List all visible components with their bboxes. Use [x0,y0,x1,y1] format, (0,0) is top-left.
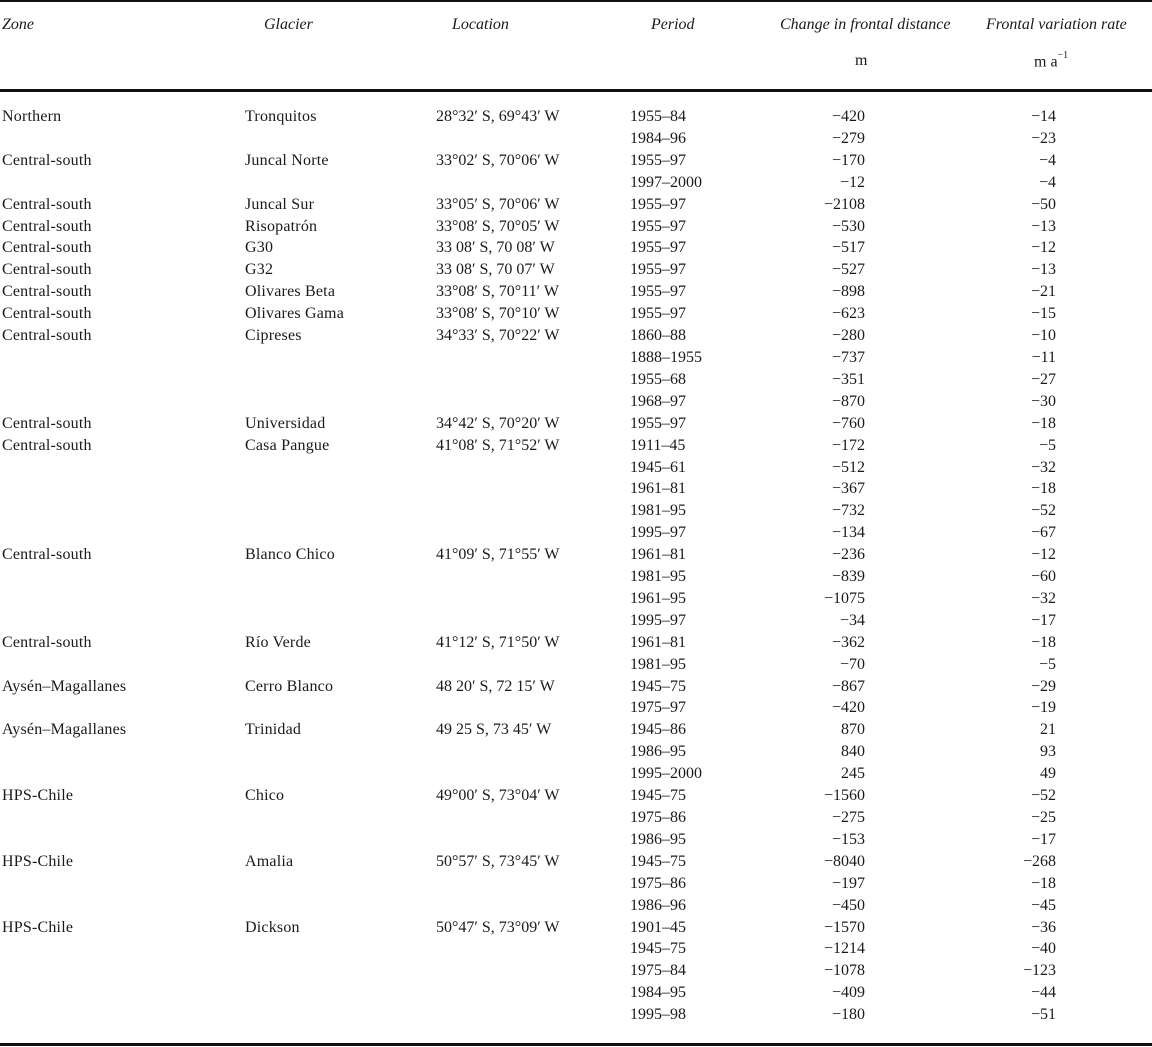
cell-glacier: Cipreses [245,327,302,345]
cell-period: 1945–75 [630,940,686,958]
cell-rate: −12 [1030,546,1056,564]
cell-period: 1955–97 [630,283,686,301]
cell-period: 1961–81 [630,480,686,498]
cell-zone: Central-south [2,633,92,651]
cell-period: 1975–86 [630,809,686,826]
cell-rate: −268 [1022,852,1056,870]
cell-location: 33 08′ S, 70 08′ W [436,239,555,257]
table-row [0,829,1152,851]
cell-rate: −17 [1030,611,1056,629]
table-row [0,938,1152,960]
cell-change: −362 [831,633,865,651]
cell-change: −1560 [823,787,865,805]
cell-glacier: G32 [245,261,274,279]
cell-glacier: Juncal Sur [245,195,315,213]
cell-period: 1955–97 [630,217,686,235]
cell-period: 1995–98 [630,1006,686,1024]
cell-change: −180 [831,1006,865,1024]
table-row [0,435,1152,457]
cell-rate: −18 [1030,633,1056,651]
cell-period: 1955–97 [630,414,686,432]
header-period: Period [651,16,695,33]
table-row [0,588,1152,610]
cell-rate: −44 [1030,984,1056,1002]
cell-rate: −52 [1030,502,1056,520]
cell-location: 50°57′ S, 73°45′ W [436,852,560,870]
cell-location: 33 08′ S, 70 07′ W [436,261,555,279]
cell-glacier: Blanco Chico [245,546,335,564]
table-row [0,654,1152,676]
cell-change: −279 [831,129,865,147]
cell-glacier: Risopatrón [245,217,318,235]
cell-change: −236 [831,546,865,564]
cell-zone: Aysén–Magallanes [2,677,127,695]
cell-zone: Central-south [2,546,92,564]
cell-rate: 21 [1040,721,1056,739]
cell-rate: −32 [1030,458,1056,476]
table-row [0,128,1152,150]
cell-period: 1986–96 [630,896,686,914]
cell-change: −1075 [823,589,865,607]
table-row [0,719,1152,741]
cell-glacier: Río Verde [245,633,311,651]
cell-period: 1986–95 [630,830,686,848]
cell-glacier: Cerro Blanco [245,677,334,695]
cell-glacier: Amalia [245,852,294,870]
cell-location: 49°00′ S, 73°04′ W [436,787,560,805]
table-row [0,259,1152,281]
table-row [0,807,1152,829]
cell-change: −409 [831,984,865,1002]
cell-zone: Central-south [2,414,92,432]
cell-period: 1901–45 [630,918,686,936]
cell-rate: −60 [1030,568,1056,586]
cell-period: 1995–2000 [630,765,702,783]
cell-period: 1984–95 [630,984,686,1002]
table-row [0,610,1152,632]
cell-period: 1955–84 [630,108,686,125]
cell-zone: Central-south [2,283,92,301]
table-row [0,917,1152,939]
cell-change: −1570 [823,918,865,936]
cell-change: −450 [831,896,865,914]
cell-change: −70 [839,655,865,673]
cell-rate: −18 [1030,414,1056,432]
cell-zone: Central-south [2,436,92,454]
cell-change: −280 [831,327,865,345]
unit-rate [1034,52,1068,71]
cell-period: 1945–61 [630,458,686,476]
cell-location: 34°42′ S, 70°20′ W [436,414,560,432]
cell-glacier: Casa Pangue [245,436,330,454]
cell-location: 41°12′ S, 71°50′ W [436,633,560,651]
table-row [0,763,1152,785]
table-row [0,325,1152,347]
cell-period: 1955–97 [630,261,686,279]
table-row [0,676,1152,698]
cell-rate: −30 [1030,392,1056,410]
cell-change: −34 [839,611,865,629]
cell-rate: −4 [1038,173,1056,191]
cell-period: 1995–97 [630,611,686,629]
cell-change: −530 [831,217,865,235]
cell-rate: −15 [1030,305,1056,323]
cell-change: −898 [831,283,865,301]
cell-period: 1945–75 [630,677,686,695]
cell-change: −839 [831,568,865,586]
cell-rate: −18 [1030,874,1056,892]
table-row [0,106,1152,128]
cell-change: −197 [831,874,865,892]
cell-change: −8040 [823,852,865,870]
table-row [0,960,1152,982]
cell-zone: Central-south [2,261,92,279]
table-row [0,500,1152,522]
cell-zone: HPS-Chile [2,787,74,805]
cell-change: −275 [831,809,865,826]
cell-rate: −11 [1031,348,1056,366]
header-rate: Frontal variation rate [986,16,1127,33]
cell-rate: −51 [1030,1006,1056,1024]
cell-change: −367 [831,480,865,498]
cell-rate: −19 [1030,699,1056,717]
table-row [0,1004,1152,1026]
cell-zone: Central-south [2,327,92,345]
cell-change: −527 [831,261,865,279]
cell-rate: −4 [1038,151,1056,169]
cell-period: 1955–97 [630,195,686,213]
cell-change: −12 [839,173,865,191]
cell-change: −1214 [823,940,865,958]
unit-change: m [855,52,868,69]
cell-rate: −21 [1030,283,1056,301]
cell-glacier: G30 [245,239,274,257]
header-change: Change in frontal distance [780,16,951,33]
table-row [0,347,1152,369]
cell-location: 33°08′ S, 70°05′ W [436,217,560,235]
table-row [0,632,1152,654]
cell-zone: Central-south [2,239,92,257]
cell-change: −1078 [823,962,865,980]
cell-rate: −36 [1030,918,1056,936]
cell-period: 1981–95 [630,655,686,673]
cell-rate: 93 [1040,743,1056,761]
table-row [0,697,1152,719]
table-row [0,873,1152,895]
cell-period: 1888–1955 [630,348,702,366]
cell-change: −2108 [823,195,865,213]
table-bottom-rule [0,1043,1152,1046]
table-row [0,522,1152,544]
cell-change: −623 [831,305,865,323]
table-row [0,895,1152,917]
cell-period: 1995–97 [630,524,686,542]
cell-change: −172 [831,436,865,454]
table-row [0,544,1152,566]
cell-location: 41°08′ S, 71°52′ W [436,436,560,454]
cell-location: 50°47′ S, 73°09′ W [436,918,560,936]
cell-rate: −25 [1030,809,1056,826]
cell-location: 33°05′ S, 70°06′ W [436,195,560,213]
table-header-rule [0,89,1152,92]
cell-change: −760 [831,414,865,432]
cell-change: −420 [831,699,865,717]
cell-change: −870 [831,392,865,410]
cell-change: −170 [831,151,865,169]
cell-period: 1955–68 [630,370,686,388]
cell-period: 1945–86 [630,721,686,739]
table-row [0,851,1152,873]
cell-zone: Central-south [2,305,92,323]
cell-period: 1975–86 [630,874,686,892]
cell-glacier: Dickson [245,918,300,936]
cell-rate: −5 [1038,436,1056,454]
cell-change: −517 [831,239,865,257]
cell-change: −737 [831,348,865,366]
cell-zone: Central-south [2,195,92,213]
table-row [0,194,1152,216]
cell-glacier: Olivares Beta [245,283,336,301]
table-row [0,785,1152,807]
cell-rate: −67 [1030,524,1056,542]
cell-location: 41°09′ S, 71°55′ W [436,546,560,564]
cell-glacier: Trinidad [245,721,302,739]
cell-period: 1984–96 [630,129,686,147]
table-row [0,566,1152,588]
cell-change: −867 [831,677,865,695]
cell-period: 1968–97 [630,392,686,410]
table-row [0,478,1152,500]
cell-rate: −40 [1030,940,1056,958]
table-row [0,982,1152,1004]
cell-rate: −18 [1030,480,1056,498]
cell-period: 1945–75 [630,787,686,805]
cell-rate: −32 [1030,589,1056,607]
cell-rate: −12 [1030,239,1056,257]
cell-rate: −13 [1030,261,1056,279]
cell-rate: 49 [1040,765,1056,783]
table-row [0,216,1152,238]
cell-change: −134 [831,524,865,542]
cell-zone: Northern [2,108,62,125]
cell-zone: HPS-Chile [2,918,74,936]
cell-period: 1975–97 [630,699,686,717]
table-row [0,281,1152,303]
cell-period: 1961–81 [630,546,686,564]
cell-period: 1961–95 [630,589,686,607]
cell-rate: −50 [1030,195,1056,213]
cell-period: 1860–88 [630,327,686,345]
cell-rate: −10 [1030,327,1056,345]
cell-location: 33°08′ S, 70°11′ W [436,283,559,301]
cell-change: −420 [831,108,865,125]
cell-period: 1981–95 [630,502,686,520]
table-top-rule [0,0,1152,2]
cell-glacier: Tronquitos [245,108,317,125]
cell-location: 28°32′ S, 69°43′ W [436,108,560,125]
cell-rate: −17 [1030,830,1056,848]
cell-location: 34°33′ S, 70°22′ W [436,327,560,345]
table-row [0,150,1152,172]
cell-glacier: Juncal Norte [245,151,329,169]
unit-rate-base: m a [1034,53,1058,71]
table-row [0,413,1152,435]
cell-rate: −123 [1022,962,1056,980]
table-row [0,172,1152,194]
cell-zone: Aysén–Magallanes [2,721,127,739]
cell-period: 1961–81 [630,633,686,651]
cell-location: 33°02′ S, 70°06′ W [436,151,560,169]
cell-rate: −45 [1030,896,1056,914]
cell-rate: −5 [1038,655,1056,673]
table-row [0,391,1152,413]
header-zone: Zone [2,16,34,33]
cell-period: 1911–45 [630,436,686,454]
cell-change: 840 [841,743,865,761]
cell-change: 870 [841,721,865,739]
header-location: Location [452,16,509,33]
cell-period: 1981–95 [630,568,686,586]
header-glacier: Glacier [264,16,313,33]
cell-period: 1955–97 [630,239,686,257]
cell-period: 1975–84 [630,962,686,980]
cell-rate: −14 [1030,108,1056,125]
cell-rate: −27 [1030,370,1056,388]
cell-location: 48 20′ S, 72 15′ W [436,677,555,695]
cell-change: 245 [841,765,865,783]
cell-change: −732 [831,502,865,520]
unit-rate-exponent: −1 [1057,50,1069,61]
table-row [0,741,1152,763]
table-row [0,237,1152,259]
cell-change: −153 [831,830,865,848]
table-row [0,457,1152,479]
cell-period: 1955–97 [630,305,686,323]
cell-change: −512 [831,458,865,476]
cell-period: 1955–97 [630,151,686,169]
cell-location: 33°08′ S, 70°10′ W [436,305,560,323]
cell-rate: −23 [1030,129,1056,147]
cell-location: 49 25 S, 73 45′ W [436,721,552,739]
cell-period: 1986–95 [630,743,686,761]
cell-glacier: Chico [245,787,285,805]
cell-period: 1997–2000 [630,173,702,191]
cell-glacier: Universidad [245,414,326,432]
table-row [0,369,1152,391]
cell-zone: HPS-Chile [2,852,74,870]
cell-zone: Central-south [2,217,92,235]
cell-rate: −13 [1030,217,1056,235]
cell-rate: −29 [1030,677,1056,695]
cell-zone: Central-south [2,151,92,169]
table-row [0,303,1152,325]
table-body [0,106,1152,1026]
cell-change: −351 [831,370,865,388]
cell-glacier: Olivares Gama [245,305,345,323]
cell-period: 1945–75 [630,852,686,870]
cell-rate: −52 [1030,787,1056,805]
